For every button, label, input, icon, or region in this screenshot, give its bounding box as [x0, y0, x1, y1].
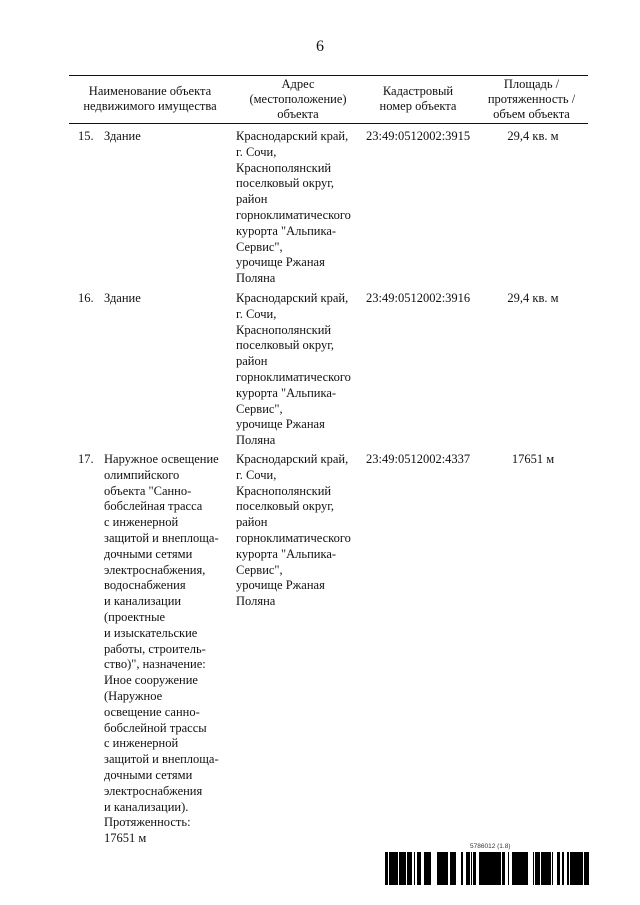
header-object-name: Наименование объекта недвижимого имущества: [83, 84, 217, 113]
row-object-name: Наружное освещение олимпийского объекта "Санно- бобслейная трасса с инженерной защитой и внеплоща- дочными сетями электроснабжения, водоснабжения и канализации (проектные и изыскательские работы, строитель- ство)", назначение: Иное сооружение (Наружное освещение санно- бобслейной трассы с инженерной защитой и внеплоща- дочными сетями электроснабжения и канализации). Протяженность: 17651 м: [104, 452, 219, 846]
row-cadastral-number: 23:49:0512002:4337: [366, 452, 471, 466]
row-address: Краснодарский край, г. Сочи, Краснополянский поселковый округ, район горноклиматического курорта "Альпика- Сервис", урочище Ржаная Поляна: [236, 129, 351, 286]
row-area: 29,4 кв. м: [507, 291, 559, 305]
row-address: Краснодарский край, г. Сочи, Краснополянский поселковый округ, район горноклиматического курорта "Альпика- Сервис", урочище Ржаная Поляна: [236, 291, 351, 448]
row-number: 16.: [78, 291, 94, 305]
row-cadastral-number: 23:49:0512002:3916: [366, 291, 471, 305]
row-area: 17651 м: [511, 452, 555, 466]
row-number: 17.: [78, 452, 94, 466]
document-code: 5786012 (1.8): [470, 843, 511, 850]
row-cadastral-number: 23:49:0512002:3915: [366, 129, 471, 143]
barcode-icon: [385, 852, 590, 885]
row-address: Краснодарский край, г. Сочи, Краснополянский поселковый округ, район горноклиматического курорта "Альпика- Сервис", урочище Ржаная Поляна: [236, 452, 351, 609]
page-number: 6: [316, 38, 324, 55]
table-top-rule: [69, 75, 588, 76]
row-object-name: Здание: [104, 129, 141, 143]
row-area: 29,4 кв. м: [507, 129, 559, 143]
header-cadastral-number: Кадастровый номер объекта: [379, 84, 457, 113]
header-address: Адрес (местоположение) объекта: [249, 77, 347, 121]
header-area: Площадь / протяженность / объем объекта: [487, 77, 576, 121]
row-object-name: Здание: [104, 291, 141, 305]
table-header-rule: [69, 123, 588, 124]
row-number: 15.: [78, 129, 94, 143]
